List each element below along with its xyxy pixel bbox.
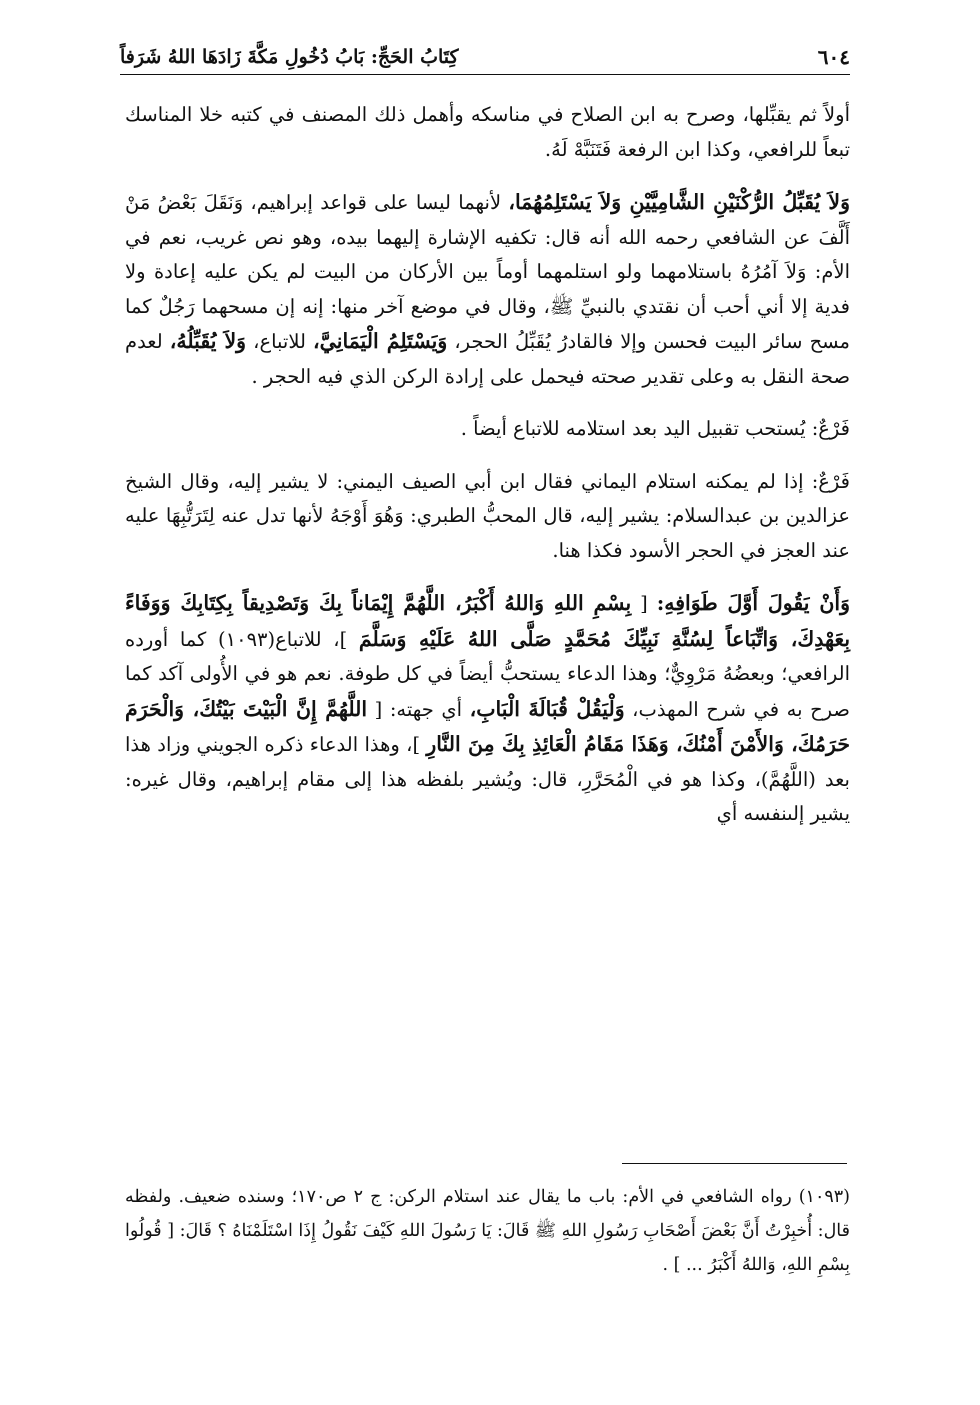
matn-text: وَلاَ يُقَبِّلُ الرُّكْنَيْنِ الشَّامِيَّيْنِ وَلاَ يَسْتَلِمُهُمَا، — [508, 190, 850, 214]
matn-text: بِسْمِ اللهِ وَاللهُ أَكْبَرُ، اللَّهُمَّ إِيْمَاناً بِكَ وَتَصْدِيقاً بِكِتَابِكَ وَوَفَاءً بِعَهْدِكَ، وَاتِّبَاعاً لِسُنَّةِ نَبِيِّكَ مُحَمَّدٍ صَلَّى اللهُ عَلَيْهِ وَسَلَّمَ — [125, 591, 851, 651]
footnote-text: (١٠٩٣) رواه الشافعي في الأم: باب ما يقال عند استلام الركن: ج ٢ ص١٧٠؛ وسنده ضعيف. ولفظه قال: أُخبِرْتُ أَنَّ بَعْضَ أَصْحَابِ رَسُولِ اللهِ ﷺ قَالَ: يَا رَسُولَ اللهِ كَيْفَ نَقُولُ إِذَا اسْتَلَمْنَاهُ ؟ قَالَ: [ قُولُوا بِسْمِ اللهِ، وَاللهُ أَكْبَرُ ... ] . — [125, 1187, 850, 1275]
page-header — [120, 44, 850, 75]
footnote-divider — [622, 1163, 847, 1164]
text-segment: أولاً ثم يقبِّلها، وصرح به ابن الصلاح في مناسكه وأهمل ذلك المصنف في كتبه خلا المناسك تبعاً للرافعي، وكذا ابن الرفعة فَتَنَبَّهْ لَهُ. — [125, 103, 850, 161]
text-segment: لعدم صحة النقل به وعلى تقدير صحته فيحمل على إرادة الركن الذي فيه الحجر . — [125, 330, 850, 388]
main-text — [125, 98, 850, 850]
matn-text: اللَّهُمَّ إِنَّ الْبَيْتَ بَيْتُكَ، وَالْحَرَمَ حَرَمُكَ، وَالأَمْنَ أَمْنُكَ، وَهَذَا مَقَامُ الْعَائِذِ بِكَ مِنَ النَّارِ — [125, 696, 850, 756]
matn-text: وَأَنْ يَقُولَ أَوَّلَ طَوَافِهِ: — [656, 591, 851, 615]
matn-text: وَلْيَقُلْ قُبَالَةَ الْبَابِ، — [469, 696, 625, 721]
text-segment: فَرْعٌ: إذا لم يمكنه استلام اليماني فقال ابن أبي الصيف اليمني: لا يشير إليه، وقال الشيخ عزالدين بن عبدالسلام: يشير إليه، قال المحبُّ الطبري: وَهُوَ أَوْجَهُ لأنها تدل عنه لِتَرَتُّبِهَا عليه عند العجز في الحجر الأسود فكذا هنا. — [125, 469, 851, 562]
running-title: كِتَابُ الحَجِّ: بَابُ دُخُولِ مَكَّةَ زَادَهَا اللهُ شَرَفاً — [120, 46, 459, 68]
text-segment: [ — [631, 592, 657, 615]
text-segment: أي جهته: [ — [367, 697, 470, 721]
paragraph — [125, 185, 850, 394]
text-segment: ]، للاتباع(١٠٩٣) كما أورده الرافعي؛ وبعضُهُ مَرْوِيٌّ؛ وهذا الدعاء يستحبُّ أيضاً في كل طوفة. نعم هو في الأُولى آكد كما صرح به في شرح المهذب، — [125, 627, 850, 721]
matn-text: وَيَسْتَلِمُ الْيَمَانِيَّ، — [313, 329, 448, 353]
paragraph — [125, 586, 850, 832]
text-segment: للاتباع، — [246, 330, 314, 353]
paragraph — [125, 412, 850, 447]
footnote — [125, 1180, 850, 1282]
page-number: ٦٠٤ — [817, 45, 850, 69]
text-segment: ]، وهذا الدعاء ذكره الجويني وزاد هذا بعد (اللَّهُمَّ)، وكذا هو في الْمُحَرَّرِ، قال: ويُشير بلفظه هذا إلى مقام إبراهيم، وقال غيره: يشير إلىنفسه أي — [125, 733, 850, 825]
paragraph — [125, 98, 850, 167]
paragraph — [125, 465, 850, 569]
text-segment: فَرْعٌ: يُستحب تقبيل اليد بعد استلامه للاتباع أيضاً . — [460, 417, 850, 440]
matn-text: وَلاَ يُقَبِّلُهُ، — [169, 329, 247, 353]
text-segment: لأنهما ليسا على قواعد إبراهيم، وَنَقَلَ بَعْضُ مَنْ أَلَّفَ عن الشافعي رحمه الله أنه قال: تكفيه الإشارة إليهما بيده، وهو نص غريب، نعم في الأم: وَلاَ آمُرُهُ باستلامهما ولو استلمهما أوماً بين الأركان من البيت لم يكن عليه إعادة ولا فدية إلا أني أحب أن نقتدي بالنبيِّ ﷺ، وقال في موضع آخر منها: إنه إن مسحهما رَجُلٌ كما مسح سائر البيت فحسن وإلا فالقادرُ يُقَبِّلُ الحجر، — [125, 191, 850, 353]
